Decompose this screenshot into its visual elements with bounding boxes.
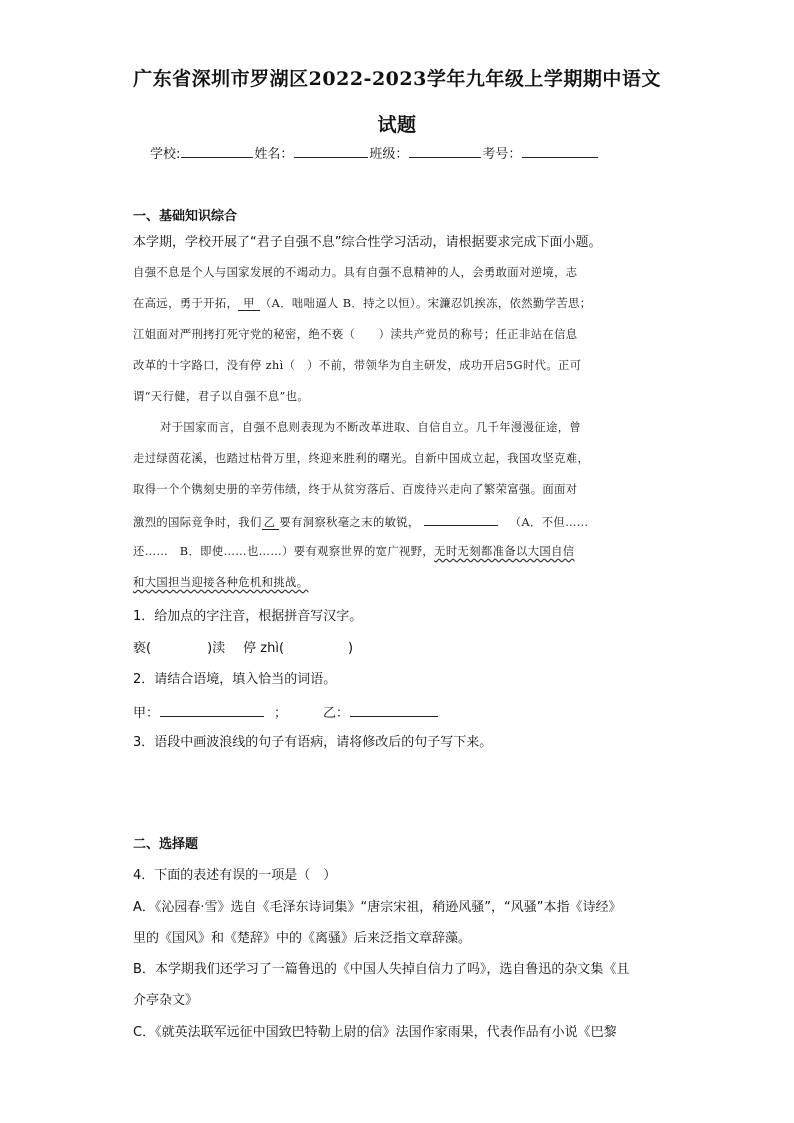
q2-jia-blank[interactable] [160, 703, 264, 717]
passage2-line4-text-a: 激烈的国际竞争时，我们 [133, 516, 262, 529]
option-a-line2: 里的《国风》和《楚辞》中的《离骚》后来泛指文章辞藻。 [133, 931, 472, 946]
q2-jia-label: 甲： [133, 706, 160, 721]
q2-yi-blank[interactable] [350, 703, 438, 717]
option-a-line1: A．《沁园春·雪》选自《毛泽东诗词集》“唐宗宋祖，稍逊风骚”，“风骚”本指《诗经》 [133, 900, 622, 915]
exam-title-line2: 试题 [377, 114, 417, 136]
student-info-row [150, 144, 670, 164]
question-2-answer-line [133, 703, 673, 723]
question-3: 3．语段中画波浪线的句子有语病，请将修改后的句子写下来。 [133, 735, 493, 750]
q1-xie-label: 亵( [133, 641, 152, 656]
wavy-sentence-part1: 无时无刻都准备以大国自信 [434, 545, 575, 558]
exam-no-blank[interactable] [522, 144, 598, 158]
passage2-line4-text-b: 要有洞察秋毫之末的敏锐， [279, 516, 420, 529]
passage1-line2-text-b: （A．咄咄逼人 B．持之以恒）。宋濂忍饥挨冻，依然勤学苦思； [259, 297, 592, 310]
option-b-line2: 介亭杂文》 [133, 993, 199, 1008]
passage2-line5-text: 还…… B．即使……也……）要有观察世界的宽广视野， [133, 545, 435, 558]
passage2-line3: 取得一个个镌刻史册的辛劳伟绩，终于从贫穷落后、百废待兴走向了繁荣富强。面面对 [133, 483, 578, 496]
passage2-line6 [133, 575, 663, 591]
question-2: 2．请结合语境，填入恰当的词语。 [133, 672, 337, 687]
name-label: 姓名： [254, 147, 294, 162]
passage1-line3: 江姐面对严刑拷打死守党的秘密，绝不亵（ ）渎共产党员的称号；任正非站在信息 [133, 328, 578, 341]
passage2-line1: 对于国家而言，自强不息则表现为不断改革进取、自信自立。几千年漫漫征途，曾 [160, 421, 582, 434]
section2-heading: 二、选择题 [133, 837, 199, 852]
blank-connective[interactable] [424, 513, 498, 526]
passage2-line4 [133, 513, 663, 531]
passage1-line4: 改革的十字路口，没有停 zhì（ ）不前，带领华为自主研发，成功开启5G时代。正可 [133, 359, 582, 372]
passage2-line5 [133, 544, 663, 560]
passage1-line2-text-a: 在高远，勇于开拓， [133, 297, 239, 310]
exam-title-line1: 广东省深圳市罗湖区2022-2023学年九年级上学期期中语文 [133, 68, 661, 90]
passage2-line4-text-c: （A．不但…… [509, 516, 589, 529]
question-1: 1．给加点的字注音，根据拼音写汉字。 [133, 609, 363, 624]
blank-jia: 甲 [238, 297, 260, 311]
q1-close-paren: ) [348, 641, 354, 656]
passage1-line2 [133, 296, 663, 312]
q2-separator: ； [274, 706, 288, 721]
option-c-line1: C．《就英法联军远征中国致巴特勒上尉的信》法国作家雨果，代表作品有小说《巴黎 [133, 1025, 617, 1040]
section1-heading: 一、基础知识综合 [133, 209, 238, 224]
passage2-line2: 走过绿茵花溪，也踏过枯骨万里，终迎来胜利的曙光。自新中国成立起，我国攻坚克难， [133, 452, 590, 465]
section1-intro: 本学期，学校开展了“君子自强不息”综合性学习活动，请根据要求完成下面小题。 [133, 235, 602, 250]
exam-no-label: 考号： [482, 147, 522, 162]
question-1-answer-line [133, 640, 673, 658]
wavy-sentence-part2: 和大国担当迎接各种危机和挑战。 [133, 576, 309, 589]
q2-yi-label: 乙： [323, 706, 350, 721]
blank-yi: 乙 [262, 516, 280, 530]
passage1-line5: 谓“天行健，君子以自强不息”也。 [133, 390, 310, 403]
q1-du-label: )渎 [207, 641, 226, 656]
question-4: 4．下面的表述有误的一项是（ ） [133, 868, 337, 883]
option-b-line1: B．本学期我们还学习了一篇鲁迅的《中国人失掉自信力了吗》，选自鲁迅的杂文集《且 [133, 962, 630, 977]
name-blank[interactable] [294, 144, 368, 158]
school-label: 学校: [150, 147, 181, 162]
q1-zhi-label: 停 zhì( [243, 641, 285, 656]
passage1-line1: 自强不息是个人与国家发展的不竭动力。具有自强不息精神的人，会勇敢面对逆境，志 [133, 266, 578, 279]
class-blank[interactable] [409, 144, 481, 158]
class-label: 班级： [369, 147, 409, 162]
school-blank[interactable] [181, 144, 253, 158]
